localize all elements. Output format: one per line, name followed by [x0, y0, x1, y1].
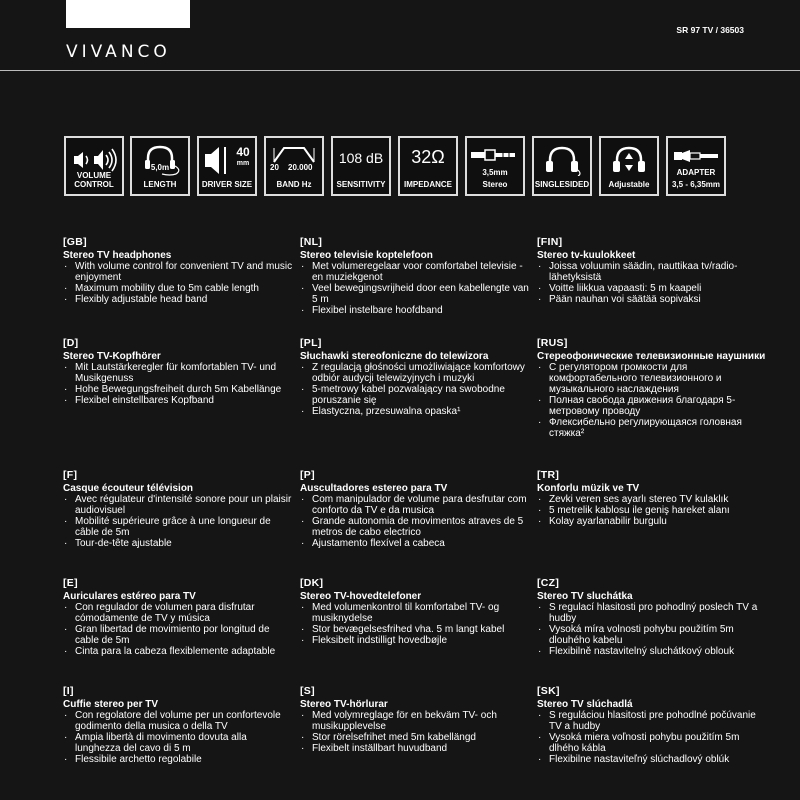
driver-size-unit: mm — [236, 160, 250, 167]
singlesided-headphone-icon — [534, 144, 590, 176]
section-code: [RUS] — [537, 337, 568, 349]
brand-logo: VIVANCO — [66, 42, 171, 62]
list-item: · Flexibilně nastavitelný sluchátkový oblouk — [537, 646, 767, 657]
list-item: · Gran libertad de movimiento por longitud de cable de 5m — [63, 624, 293, 646]
list-item: · Avec régulateur d'intensité sonore pour un plaisir audiovisuel — [63, 494, 293, 516]
feature-list — [300, 362, 530, 417]
length-label: LENGTH — [143, 180, 177, 189]
section-title: Cuffie stereo per TV — [63, 699, 159, 710]
section-title: Słuchawki stereofoniczne do telewizora — [300, 351, 489, 362]
list-item: · Pään nauhan voi säätää sopivaksi — [537, 294, 767, 305]
section-title: Стереофонические телевизионные наушники — [537, 351, 766, 362]
list-item: · Flexibilne nastaviteľný slúchadlový oblúk — [537, 754, 767, 765]
section-d — [63, 338, 293, 406]
section-code: [PL] — [300, 337, 322, 349]
section-code: [E] — [63, 577, 78, 589]
stereo-plug-value: 3,5mm — [482, 168, 508, 177]
list-item: · Voitte liikkua vapaasti: 5 m kaapeli — [537, 283, 767, 294]
list-item: · Veel bewegingsvrijheid door een kabellengte van 5 m — [300, 283, 530, 305]
list-item: · Vysoká míra volnosti pohybu použitím 5m dlouhého kabelu — [537, 624, 767, 646]
singlesided-label: SINGLESIDED — [534, 180, 590, 189]
feature-list — [537, 362, 767, 439]
section-code: [D] — [63, 337, 79, 349]
section-code: [S] — [300, 685, 315, 697]
list-item: · Flexibel instelbare hoofdband — [300, 305, 530, 316]
list-item: · Mit Lautstärkeregler für komfortablen TV- und Musikgenuss — [63, 362, 293, 384]
list-item: · Kolay ayarlanabilir burgulu — [537, 516, 767, 527]
adjustable-label: Adjustable — [608, 180, 650, 189]
list-item: · Maximum mobility due to 5m cable length — [63, 283, 293, 294]
section-title: Stereo tv-kuulokkeet — [537, 250, 636, 261]
feature-list — [537, 602, 767, 657]
list-item: · Flessibile archetto regolabile — [63, 754, 293, 765]
sensitivity-value: 108 dB — [338, 150, 384, 166]
list-item: · Zevki veren ses ayarlı stereo TV kulaklık — [537, 494, 767, 505]
section-s — [300, 686, 530, 754]
feature-list — [300, 261, 530, 316]
list-item: · Elastyczna, przesuwalna opaska¹ — [300, 406, 530, 417]
list-item: · S regulací hlasitosti pro pohodlný poslech TV a hudby — [537, 602, 767, 624]
section-fin — [537, 237, 767, 305]
impedance-value: 32Ω — [411, 147, 445, 167]
feature-list — [63, 261, 293, 305]
list-item: · Flexibly adjustable head band — [63, 294, 293, 305]
list-item: · Mobilité supérieure grâce à une longueur de câble de 5m — [63, 516, 293, 538]
impedance-box — [398, 136, 458, 196]
adjustable-headband-icon — [601, 144, 657, 176]
feature-list — [537, 261, 767, 305]
list-item: · Полная свобода движения благодаря 5-метровому проводу — [537, 395, 767, 417]
section-title: Stereo televisie koptelefoon — [300, 250, 433, 261]
section-code: [TR] — [537, 469, 560, 481]
singlesided-box — [532, 136, 592, 196]
section-title: Stereo TV slúchadlá — [537, 699, 633, 710]
model-number: SR 97 TV / 36503 — [676, 25, 744, 35]
adjustable-box — [599, 136, 659, 196]
list-item: · S reguláciou hlasitosti pre pohodlné počúvanie TV a hudby — [537, 710, 767, 732]
band-low: 20 — [270, 163, 279, 172]
section-code: [CZ] — [537, 577, 560, 589]
impedance-label: IMPEDANCE — [403, 180, 452, 189]
section-title: Konforlu müzik ve TV — [537, 483, 640, 494]
section-e — [63, 578, 293, 657]
list-item: · Con regolatore del volume per un confortevole godimento della musica o della TV — [63, 710, 293, 732]
list-item: · Ampia libertà di movimento dovuta alla lunghezza del cavo di 5 m — [63, 732, 293, 754]
volume-control-label: VOLUME CONTROL — [74, 171, 114, 189]
list-item: · Flexibelt inställbart huvudband — [300, 743, 530, 754]
list-item: · Флексибельно регулирующаяся головная стяжка² — [537, 417, 767, 439]
section-code: [P] — [300, 469, 315, 481]
list-item: · 5 metrelik kablosu ile geniş hareket alanı — [537, 505, 767, 516]
list-item: · Joissa voluumin säädin, nauttikaa tv/radio-lähetyksistä — [537, 261, 767, 283]
stereo-plug-label: Stereo — [482, 180, 508, 189]
list-item: · Stor bevægelsesfrihed vha. 5 m langt kabel — [300, 624, 530, 635]
length-box — [130, 136, 190, 196]
section-tr — [537, 470, 767, 527]
adapter-box — [666, 136, 726, 196]
section-title: Casque écouteur télévision — [63, 483, 194, 494]
stereo-plug-box — [465, 136, 525, 196]
section-title: Auscultadores estereo para TV — [300, 483, 448, 494]
feature-list — [63, 710, 293, 765]
section-code: [F] — [63, 469, 78, 481]
list-item: · Flexibel einstellbares Kopfband — [63, 395, 293, 406]
list-item: · Vysoká miera voľnosti pohybu použitím 5m dlhého kábla — [537, 732, 767, 754]
sensitivity-label: SENSITIVITY — [336, 180, 386, 189]
section-pl — [300, 338, 530, 417]
section-gb — [63, 237, 293, 305]
section-cz — [537, 578, 767, 657]
list-item: · Fleksibelt indstilligt hovedbøjle — [300, 635, 530, 646]
feature-list — [537, 710, 767, 765]
section-f — [63, 470, 293, 549]
list-item: · Con regulador de volumen para disfrutar cómodamente de TV y música — [63, 602, 293, 624]
section-p — [300, 470, 530, 549]
adapter-label: ADAPTER — [676, 168, 716, 177]
list-item: · Ajustamento flexível a cabeca — [300, 538, 530, 549]
section-title: Stereo TV-hovedtelefoner — [300, 591, 422, 602]
list-item: · Med volumenkontrol til komfortabel TV- og musiknydelse — [300, 602, 530, 624]
list-item: · Hohe Bewegungsfreiheit durch 5m Kabellänge — [63, 384, 293, 395]
list-item: · 5-metrowy kabel pozwalający na swobodne poruszanie się — [300, 384, 530, 406]
section-title: Stereo TV headphones — [63, 250, 172, 261]
band-label: BAND Hz — [276, 180, 312, 189]
section-title: Stereo TV-hörlurar — [300, 699, 388, 710]
driver-size-label: DRIVER SIZE — [201, 180, 253, 189]
section-sk — [537, 686, 767, 765]
sensitivity-box — [331, 136, 391, 196]
section-code: [FIN] — [537, 236, 563, 248]
section-code: [GB] — [63, 236, 87, 248]
band-box — [264, 136, 324, 196]
adapter-value: 3,5 - 6,35mm — [671, 180, 721, 189]
list-item: · Stor rörelsefrihet med 5m kabellängd — [300, 732, 530, 743]
list-item: · Grande autonomia de movimentos atraves de 5 metros de cabo electrico — [300, 516, 530, 538]
driver-size-box — [197, 136, 257, 196]
white-label-tab — [66, 0, 190, 28]
feature-list — [300, 602, 530, 646]
driver-size-value: 40 — [236, 145, 250, 159]
list-item: · Met volumeregelaar voor comfortabel televisie - en muziekgenot — [300, 261, 530, 283]
feature-list — [537, 494, 767, 527]
brand-divider — [0, 70, 800, 71]
section-dk — [300, 578, 530, 646]
list-item: · С регулятором громкости для комфортабельного телевизионного и музыкального наслаждения — [537, 362, 767, 395]
section-i — [63, 686, 293, 765]
length-value: 5,0m — [150, 163, 170, 172]
list-item: · Cinta para la cabeza flexiblemente adaptable — [63, 646, 293, 657]
feature-list — [63, 494, 293, 549]
feature-list — [300, 710, 530, 754]
section-code: [NL] — [300, 236, 323, 248]
section-title: Stereo TV-Kopfhörer — [63, 351, 161, 362]
section-code: [DK] — [300, 577, 324, 589]
feature-list — [63, 362, 293, 406]
band-high: 20.000 — [288, 163, 313, 172]
feature-list — [63, 602, 293, 657]
section-title: Auriculares estéreo para TV — [63, 591, 196, 602]
list-item: · Com manipulador de volume para desfrutar com conforto da TV e da musica — [300, 494, 530, 516]
section-code: [SK] — [537, 685, 560, 697]
list-item: · With volume control for convenient TV and music enjoyment — [63, 261, 293, 283]
section-title: Stereo TV sluchátka — [537, 591, 633, 602]
feature-list — [300, 494, 530, 549]
list-item: · Tour-de-tête ajustable — [63, 538, 293, 549]
section-nl — [300, 237, 530, 316]
list-item: · Med volymreglage för en bekväm TV- och musikupplevelse — [300, 710, 530, 732]
section-code: [I] — [63, 685, 74, 697]
section-rus — [537, 338, 767, 439]
volume-control-box — [64, 136, 124, 196]
list-item: · Z regulacją głośności umożliwiające komfortowy odbiór audycji telewizyjnych i muzyki — [300, 362, 530, 384]
